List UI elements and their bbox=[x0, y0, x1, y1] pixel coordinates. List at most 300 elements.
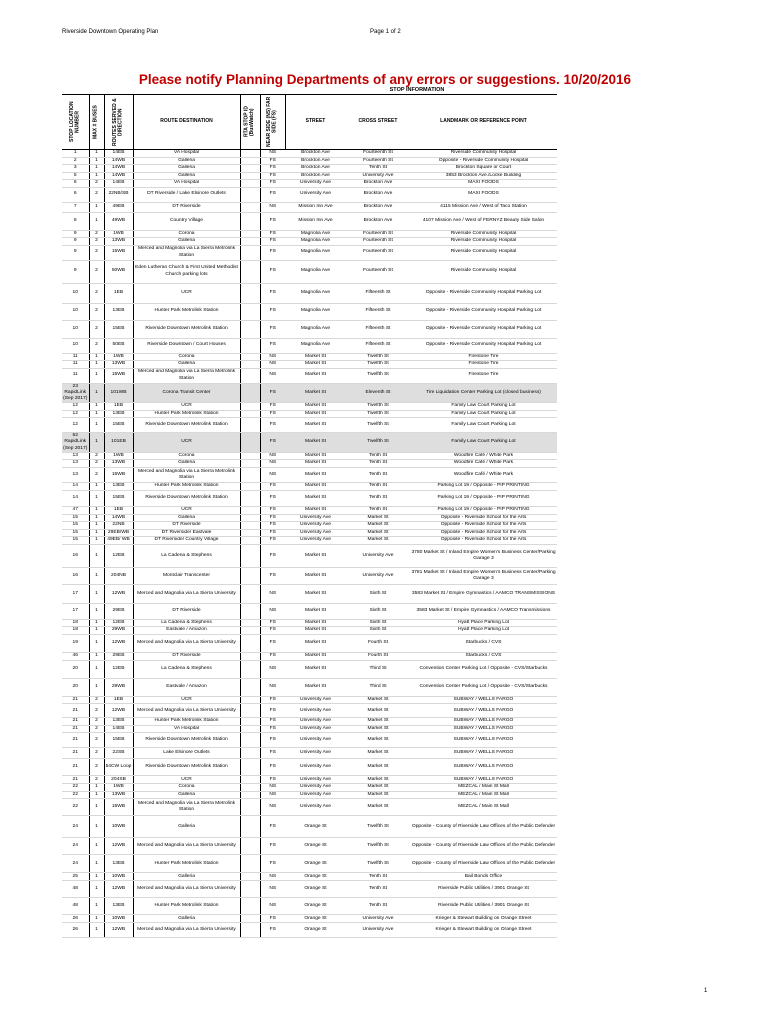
cell-destination: Montclair Transcenter bbox=[133, 567, 240, 584]
cell-street: Market St bbox=[285, 678, 346, 696]
cell-stop: 21 bbox=[62, 759, 89, 776]
cell-rta-stop-id bbox=[240, 873, 260, 881]
cell-stop: 7 bbox=[62, 202, 89, 212]
table-row bbox=[62, 433, 557, 453]
cell-route: 13EB bbox=[104, 898, 133, 915]
cell-side: FS bbox=[260, 567, 285, 584]
table-row bbox=[62, 418, 557, 433]
cell-street: University Ave bbox=[285, 537, 346, 545]
cell-cross-street: Fourth St bbox=[346, 652, 410, 660]
cell-route: 12EB bbox=[104, 619, 133, 627]
cell-side: FS bbox=[260, 157, 285, 165]
cell-rta-stop-id bbox=[240, 172, 260, 180]
table-row bbox=[62, 584, 557, 603]
header-separator bbox=[89, 95, 90, 149]
cell-buses: 1 bbox=[89, 881, 104, 898]
cell-side: FS bbox=[260, 506, 285, 514]
cell-street: Magnolia Ave bbox=[285, 245, 346, 260]
cell-stop: 15 bbox=[62, 537, 89, 545]
cell-buses: 1 bbox=[89, 172, 104, 180]
cell-route: 14WB bbox=[104, 514, 133, 522]
cell-buses: 1 bbox=[89, 157, 104, 165]
table-row bbox=[62, 165, 557, 173]
cell-side: FS bbox=[260, 748, 285, 759]
cell-cross-street: Twelfth St bbox=[346, 361, 410, 369]
cell-stop: 9 bbox=[62, 260, 89, 283]
cell-route: 13EB bbox=[104, 410, 133, 418]
cell-stop: 22 bbox=[62, 784, 89, 792]
table-row bbox=[62, 529, 557, 537]
cell-rta-stop-id bbox=[240, 627, 260, 635]
cell-buses: 1 bbox=[89, 353, 104, 361]
cell-cross-street: Market St bbox=[346, 776, 410, 784]
cell-street: Market St bbox=[285, 490, 346, 506]
cell-side: FS bbox=[260, 733, 285, 748]
cell-side: FS bbox=[260, 383, 285, 403]
cell-landmark: Tire Liquidation Center Parking Lot (closed business) bbox=[410, 383, 557, 403]
table-row bbox=[62, 678, 557, 696]
cell-route: 101WB bbox=[104, 383, 133, 403]
cell-cross-street: Market St bbox=[346, 784, 410, 792]
cell-side: NS bbox=[260, 603, 285, 619]
cell-side: NS bbox=[260, 791, 285, 799]
stop-table-body bbox=[62, 150, 557, 938]
cell-landmark: Opposite - Riverside Community Hospital Parking Lot bbox=[410, 283, 557, 303]
table-row bbox=[62, 187, 557, 202]
cell-cross-street: Sixth St bbox=[346, 603, 410, 619]
cell-destination: DT Riverside/ Eastvale bbox=[133, 529, 240, 537]
cell-street: Market St bbox=[285, 634, 346, 652]
cell-route: 13EB bbox=[104, 303, 133, 320]
cell-cross-street: Tenth St bbox=[346, 482, 410, 490]
cell-route: 50EB bbox=[104, 338, 133, 353]
cell-street: University Ave bbox=[285, 733, 346, 748]
cell-side: FS bbox=[260, 529, 285, 537]
cell-street: University Ave bbox=[285, 725, 346, 733]
cell-side: FS bbox=[260, 776, 285, 784]
page-number: 1 bbox=[704, 988, 708, 994]
cell-buses: 1 bbox=[89, 678, 104, 696]
cell-destination: Merced and Magnolia via La Sierra Metrolink Station bbox=[133, 245, 240, 260]
cell-landmark: Woodfire Café / White Park bbox=[410, 452, 557, 460]
cell-landmark: Riverside Community Hospital bbox=[410, 260, 557, 283]
cell-destination: Galleria bbox=[133, 238, 240, 246]
cell-route: 54CW Loop bbox=[104, 759, 133, 776]
cell-landmark: MEZCAL / Main St Mall bbox=[410, 784, 557, 792]
cell-stop: 22 bbox=[62, 791, 89, 799]
cell-stop: 9 bbox=[62, 238, 89, 246]
cell-street: Market St bbox=[285, 584, 346, 603]
cell-route: 12WB bbox=[104, 881, 133, 898]
cell-buses: 1 bbox=[89, 627, 104, 635]
cell-cross-street: Tenth St bbox=[346, 467, 410, 482]
cell-stop: 13 bbox=[62, 460, 89, 468]
cell-landmark: Riverside Community Hospital bbox=[410, 245, 557, 260]
cell-street: University Ave bbox=[285, 522, 346, 530]
cell-side: FS bbox=[260, 718, 285, 726]
cell-cross-street: Sixth St bbox=[346, 627, 410, 635]
cell-landmark: Starbucks / CVS bbox=[410, 652, 557, 660]
cell-cross-street: Market St bbox=[346, 537, 410, 545]
table-row bbox=[62, 460, 557, 468]
cell-landmark: Riverside Public Utilities / 3901 Orange St bbox=[410, 881, 557, 898]
cell-street: Brockton Ave bbox=[285, 150, 346, 157]
cell-destination: La Cadena & Stephens bbox=[133, 544, 240, 567]
cell-route: 29EB bbox=[104, 603, 133, 619]
cell-cross-street: University Ave bbox=[346, 544, 410, 567]
cell-side: FS bbox=[260, 230, 285, 238]
cell-street: University Ave bbox=[285, 180, 346, 188]
cell-buses: 2 bbox=[89, 187, 104, 202]
cell-buses: 1 bbox=[89, 791, 104, 799]
cell-route: 14WB bbox=[104, 165, 133, 173]
cell-destination: Corona bbox=[133, 353, 240, 361]
cell-street: Orange St bbox=[285, 923, 346, 938]
table-row bbox=[62, 368, 557, 383]
cell-rta-stop-id bbox=[240, 678, 260, 696]
cell-buses: 1 bbox=[89, 537, 104, 545]
cell-stop: 20 bbox=[62, 660, 89, 678]
table-row bbox=[62, 776, 557, 784]
cell-cross-street: Brockton Ave bbox=[346, 212, 410, 230]
cell-rta-stop-id bbox=[240, 759, 260, 776]
cell-buses: 1 bbox=[89, 368, 104, 383]
cell-destination: La Cadena & Stephens bbox=[133, 660, 240, 678]
cell-stop: 2 bbox=[62, 157, 89, 165]
cell-stop: 14 bbox=[62, 482, 89, 490]
cell-route: 12WB bbox=[104, 584, 133, 603]
cell-cross-street: Fifteenth St bbox=[346, 303, 410, 320]
stop-information-label: STOP INFORMATION bbox=[389, 87, 445, 93]
cell-rta-stop-id bbox=[240, 855, 260, 873]
cell-route: 12WB bbox=[104, 704, 133, 718]
cell-rta-stop-id bbox=[240, 718, 260, 726]
cell-rta-stop-id bbox=[240, 660, 260, 678]
cell-landmark: Firestone Tire bbox=[410, 368, 557, 383]
cell-rta-stop-id bbox=[240, 460, 260, 468]
cell-rta-stop-id bbox=[240, 696, 260, 704]
cell-route: 1WB bbox=[104, 452, 133, 460]
cell-rta-stop-id bbox=[240, 467, 260, 482]
cell-rta-stop-id bbox=[240, 361, 260, 369]
cell-cross-street: Third St bbox=[346, 660, 410, 678]
cell-side: FS bbox=[260, 410, 285, 418]
table-row bbox=[62, 260, 557, 283]
cell-rta-stop-id bbox=[240, 584, 260, 603]
cell-side: FS bbox=[260, 696, 285, 704]
cell-street: University Ave bbox=[285, 696, 346, 704]
cell-landmark: Family Law Court Parking Lot bbox=[410, 418, 557, 433]
cell-landmark: SUBWAY / WELLS FARGO bbox=[410, 725, 557, 733]
cell-destination: Galleria bbox=[133, 816, 240, 838]
cell-route: 15WB bbox=[104, 368, 133, 383]
table-row bbox=[62, 544, 557, 567]
cell-destination: Riverside Downtown Metrolink Station bbox=[133, 320, 240, 338]
cell-stop: 21 bbox=[62, 696, 89, 704]
table-row bbox=[62, 718, 557, 726]
col-header-landmark: LANDMARK OR REFERENCE POINT bbox=[440, 118, 527, 125]
cell-street: Market St bbox=[285, 361, 346, 369]
cell-side: FS bbox=[260, 212, 285, 230]
cell-route: 29WB bbox=[104, 678, 133, 696]
cell-route: 49WB bbox=[104, 212, 133, 230]
cell-destination: UCR bbox=[133, 433, 240, 453]
cell-route: 14WB bbox=[104, 172, 133, 180]
cell-landmark: Family Law Court Parking Lot bbox=[410, 410, 557, 418]
cell-cross-street: Market St bbox=[346, 725, 410, 733]
cell-route: 12EB bbox=[104, 660, 133, 678]
cell-route: 29EB/WB bbox=[104, 529, 133, 537]
cell-stop: 21 bbox=[62, 718, 89, 726]
cell-street: University Ave bbox=[285, 748, 346, 759]
cell-rta-stop-id bbox=[240, 482, 260, 490]
cell-landmark: Opposite - Riverside Community Hospital bbox=[410, 157, 557, 165]
cell-landmark: Opposite - Riverside Community Hospital Parking Lot bbox=[410, 320, 557, 338]
cell-cross-street: Market St bbox=[346, 791, 410, 799]
cell-side: FS bbox=[260, 338, 285, 353]
col-header-cross-street: CROSS STREET bbox=[358, 118, 398, 125]
cell-side: FS bbox=[260, 172, 285, 180]
cell-destination: Hunter Park Metrolink Station bbox=[133, 410, 240, 418]
cell-rta-stop-id bbox=[240, 180, 260, 188]
cell-route: 204SB bbox=[104, 776, 133, 784]
cell-street: Market St bbox=[285, 506, 346, 514]
table-row bbox=[62, 303, 557, 320]
table-row bbox=[62, 506, 557, 514]
cell-side: FS bbox=[260, 838, 285, 855]
cell-stop: 52 RapidLink (Sep 2017) bbox=[63, 433, 88, 451]
cell-landmark: Opposite - Riverside Community Hospital Parking Lot bbox=[410, 303, 557, 320]
cell-cross-street: Third St bbox=[346, 678, 410, 696]
cell-street: Market St bbox=[285, 567, 346, 584]
cell-stop: 48 bbox=[62, 898, 89, 915]
cell-landmark: Opposite - Riverside School for the Arts bbox=[410, 522, 557, 530]
table-row bbox=[62, 320, 557, 338]
cell-landmark: MEZCAL / Main St Mall bbox=[410, 791, 557, 799]
table-row bbox=[62, 652, 557, 660]
cell-destination: Merced and Magnolia via La Sierra University bbox=[133, 634, 240, 652]
cell-buses: 1 bbox=[89, 603, 104, 619]
cell-rta-stop-id bbox=[240, 923, 260, 938]
cell-rta-stop-id bbox=[240, 544, 260, 567]
cell-rta-stop-id bbox=[240, 383, 260, 403]
cell-destination: Merced and Magnolia via La Sierra University bbox=[133, 923, 240, 938]
cell-stop: 18 bbox=[62, 619, 89, 627]
cell-rta-stop-id bbox=[240, 799, 260, 816]
cell-stop: 6 bbox=[62, 187, 89, 202]
cell-side: NS bbox=[260, 799, 285, 816]
cell-buses: 1 bbox=[89, 652, 104, 660]
cell-cross-street: Fourteenth St bbox=[346, 238, 410, 246]
cell-buses: 1 bbox=[89, 529, 104, 537]
cell-rta-stop-id bbox=[240, 898, 260, 915]
cell-buses: 1 bbox=[89, 784, 104, 792]
cell-side: FS bbox=[260, 923, 285, 938]
cell-destination: Hunter Park Metrolink Station bbox=[133, 303, 240, 320]
cell-rta-stop-id bbox=[240, 704, 260, 718]
cell-destination: DT Riverside bbox=[133, 202, 240, 212]
cell-rta-stop-id bbox=[240, 353, 260, 361]
cell-street: Orange St bbox=[285, 855, 346, 873]
cell-stop: 24 bbox=[62, 855, 89, 873]
cell-landmark: Opposite - County of Riverside Law Offices of the Public Defender bbox=[410, 838, 557, 855]
table-row bbox=[62, 660, 557, 678]
cell-rta-stop-id bbox=[240, 320, 260, 338]
cell-cross-street: Market St bbox=[346, 529, 410, 537]
cell-buses: 1 bbox=[89, 915, 104, 923]
table-row bbox=[62, 212, 557, 230]
cell-side: FS bbox=[260, 537, 285, 545]
cell-destination: DT Riverside bbox=[133, 522, 240, 530]
cell-buses: 1 bbox=[89, 165, 104, 173]
cell-destination: VA Hospital bbox=[133, 725, 240, 733]
cell-destination: Country Village bbox=[133, 212, 240, 230]
cell-stop: 12 bbox=[62, 418, 89, 433]
cell-street: Market St bbox=[285, 433, 346, 453]
cell-buses: 1 bbox=[89, 898, 104, 915]
cell-side: NS bbox=[260, 898, 285, 915]
cell-cross-street: Fourteenth St bbox=[346, 157, 410, 165]
cell-landmark: SUBWAY / WELLS FARGO bbox=[410, 704, 557, 718]
cell-route: 12WB bbox=[104, 838, 133, 855]
cell-rta-stop-id bbox=[240, 652, 260, 660]
cell-side: FS bbox=[260, 403, 285, 411]
cell-buses: 2 bbox=[89, 725, 104, 733]
cell-rta-stop-id bbox=[240, 283, 260, 303]
col-header-street: STREET bbox=[305, 118, 326, 125]
cell-rta-stop-id bbox=[240, 619, 260, 627]
cell-stop: 12 bbox=[62, 403, 89, 411]
cell-street: Magnolia Ave bbox=[285, 260, 346, 283]
cell-buses: 1 bbox=[89, 923, 104, 938]
cell-stop: 1 bbox=[62, 150, 89, 157]
cell-destination: Hunter Park Metrolink Station bbox=[133, 718, 240, 726]
cell-rta-stop-id bbox=[240, 784, 260, 792]
cell-destination: UCR bbox=[133, 776, 240, 784]
cell-stop: 21 bbox=[62, 725, 89, 733]
table-row bbox=[62, 150, 557, 157]
cell-rta-stop-id bbox=[240, 529, 260, 537]
cell-landmark: Parking Lot 19 / Opposite - PIP PRINTING bbox=[410, 506, 557, 514]
cell-street: Market St bbox=[285, 619, 346, 627]
cell-buses: 2 bbox=[89, 283, 104, 303]
cell-cross-street: Sixth St bbox=[346, 584, 410, 603]
cell-landmark: 4115 Mission Ave / West of Taco Station bbox=[410, 202, 557, 212]
cell-rta-stop-id bbox=[240, 748, 260, 759]
cell-destination: Eden Lutheran Church & First United Methodist Church parking lots bbox=[133, 260, 240, 283]
cell-side: NS bbox=[260, 202, 285, 212]
cell-destination: Riverside Downtown Metrolink Station bbox=[133, 490, 240, 506]
cell-cross-street: Twelfth St bbox=[346, 838, 410, 855]
cell-street: Orange St bbox=[285, 873, 346, 881]
cell-route: 1WB bbox=[104, 784, 133, 792]
table-row bbox=[62, 180, 557, 188]
cell-cross-street: Twelfth St bbox=[346, 368, 410, 383]
cell-route: 29WB bbox=[104, 627, 133, 635]
cell-stop: 10 bbox=[62, 338, 89, 353]
cell-rta-stop-id bbox=[240, 514, 260, 522]
cell-landmark: MAXI FOODS bbox=[410, 187, 557, 202]
cell-destination: Corona bbox=[133, 452, 240, 460]
cell-destination: Lake Elsinore Outlets bbox=[133, 748, 240, 759]
cell-landmark: Opposite - Riverside School for the Arts bbox=[410, 529, 557, 537]
cell-destination: UCR bbox=[133, 696, 240, 704]
cell-side: FS bbox=[260, 260, 285, 283]
cell-stop: 20 bbox=[62, 678, 89, 696]
cell-rta-stop-id bbox=[240, 816, 260, 838]
table-row bbox=[62, 748, 557, 759]
cell-stop: 17 bbox=[62, 584, 89, 603]
cell-rta-stop-id bbox=[240, 915, 260, 923]
cell-rta-stop-id bbox=[240, 245, 260, 260]
cell-stop: 23 RapidLink (Sep 2017) bbox=[63, 383, 88, 401]
cell-cross-street: Twelfth St bbox=[346, 410, 410, 418]
cell-landmark: 3781 Market St / Inland Empire Women's Business Center/Parking Garage 3 bbox=[410, 567, 557, 584]
cell-side: FS bbox=[260, 619, 285, 627]
cell-rta-stop-id bbox=[240, 187, 260, 202]
cell-destination: Hunter Park Metrolink Station bbox=[133, 898, 240, 915]
cell-street: Market St bbox=[285, 418, 346, 433]
cell-street: Market St bbox=[285, 652, 346, 660]
cell-buses: 2 bbox=[89, 748, 104, 759]
cell-route: 29EB bbox=[104, 652, 133, 660]
cell-route: 13WB bbox=[104, 361, 133, 369]
cell-cross-street: Fourth St bbox=[346, 634, 410, 652]
cell-side: FS bbox=[260, 522, 285, 530]
cell-side: FS bbox=[260, 482, 285, 490]
cell-rta-stop-id bbox=[240, 230, 260, 238]
cell-street: Magnolia Ave bbox=[285, 283, 346, 303]
cell-side: NS bbox=[260, 368, 285, 383]
cell-stop: 47 bbox=[62, 506, 89, 514]
cell-cross-street: University Ave bbox=[346, 172, 410, 180]
cell-side: FS bbox=[260, 245, 285, 260]
cell-cross-street: Market St bbox=[346, 799, 410, 816]
cell-destination: Corona bbox=[133, 784, 240, 792]
table-row bbox=[62, 627, 557, 635]
cell-street: Market St bbox=[285, 482, 346, 490]
cell-destination: VA Hospital bbox=[133, 150, 240, 157]
cell-buses: 1 bbox=[89, 567, 104, 584]
cell-buses: 1 bbox=[89, 361, 104, 369]
cell-rta-stop-id bbox=[240, 733, 260, 748]
cell-rta-stop-id bbox=[240, 165, 260, 173]
cell-stop: 14 bbox=[62, 490, 89, 506]
cell-side: FS bbox=[260, 320, 285, 338]
cell-route: 10WB bbox=[104, 816, 133, 838]
cell-destination: Riverside Downtown Metrolink Station bbox=[133, 418, 240, 433]
cell-side: NS bbox=[260, 873, 285, 881]
cell-route: 13WB bbox=[104, 791, 133, 799]
cell-street: Orange St bbox=[285, 898, 346, 915]
cell-rta-stop-id bbox=[240, 567, 260, 584]
col-header-side: NEAR SIDE (NS) FAR SIDE (FS) bbox=[265, 96, 278, 148]
col-header-destination: ROUTE DESTINATION bbox=[160, 118, 213, 125]
cell-street: Magnolia Ave bbox=[285, 338, 346, 353]
cell-stop: 16 bbox=[62, 567, 89, 584]
cell-stop: 9 bbox=[62, 245, 89, 260]
cell-route: 12WB bbox=[104, 923, 133, 938]
cell-street: Orange St bbox=[285, 881, 346, 898]
cell-side: NS bbox=[260, 660, 285, 678]
cell-stop: 16 bbox=[62, 544, 89, 567]
cell-route: 15EB bbox=[104, 733, 133, 748]
table-row bbox=[62, 522, 557, 530]
cell-cross-street: University Ave bbox=[346, 567, 410, 584]
cell-side: FS bbox=[260, 725, 285, 733]
table-row bbox=[62, 514, 557, 522]
cell-buses: 1 bbox=[89, 410, 104, 418]
